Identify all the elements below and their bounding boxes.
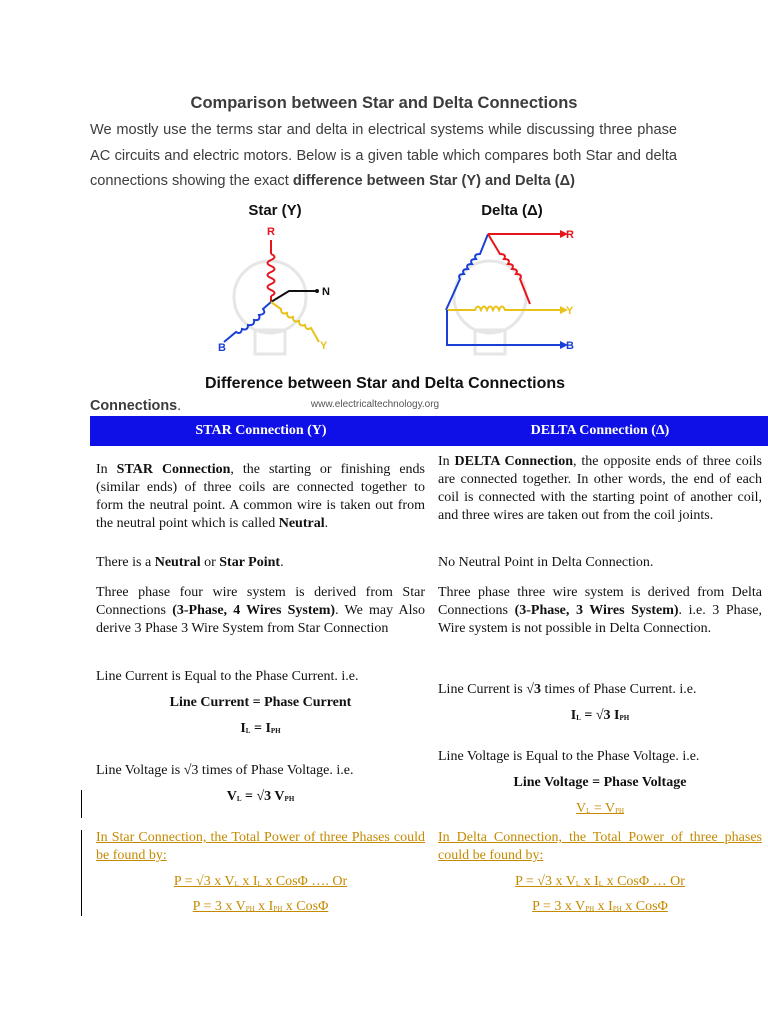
text: V (575, 801, 587, 816)
star-title: Star (Y) (248, 202, 302, 219)
text: Line Current is (438, 682, 527, 697)
star-current-formula (96, 720, 425, 739)
diagram-watermark: www.electricaltechnology.org (310, 399, 440, 410)
text: In (438, 454, 455, 469)
star-voltage-formula (96, 788, 425, 807)
star-delta-diagram (185, 192, 605, 414)
text: There is a (96, 555, 155, 570)
star-label-y: Y (320, 340, 328, 352)
text: times of Phase Current. i.e. (540, 682, 697, 697)
star-voltage-text: Line Voltage is √3 times of Phase Voltage. i.e. (96, 763, 354, 778)
text: Three phase four wire system is derived from Star Connections (96, 585, 425, 618)
delta-label-y: Y (566, 305, 574, 317)
subscript: PH (615, 807, 625, 815)
delta-definition (438, 453, 762, 525)
text: Three phase three wire system is derived from Delta Connections (438, 585, 762, 618)
subscript: PH (273, 905, 283, 913)
star-label-n: N (322, 286, 330, 298)
star-current-rule: Line Current = Phase Current (169, 695, 352, 710)
subscript: L (576, 714, 581, 722)
delta-voltage-rule: Line Voltage = Phase Voltage (513, 775, 687, 790)
text: . We may Also derive 3 Phase 3 Wire System from Star Connection (96, 603, 426, 636)
text-bold: (3-Phase, 4 Wires System) (172, 603, 336, 618)
subscript: L (598, 880, 604, 888)
text: I (570, 708, 577, 723)
change-bar (81, 830, 82, 916)
text: x I (238, 874, 258, 889)
delta-label-r: R (566, 229, 574, 241)
delta-voltage-text: Line Voltage is Equal to the Phase Voltage. i.e. (438, 749, 700, 764)
text: P = 3 x V (532, 899, 586, 914)
subscript: PH (612, 905, 622, 913)
text: . (280, 555, 284, 570)
star-power-formula-1 (96, 873, 425, 892)
subscript: PH (619, 714, 630, 722)
text-bold: Neutral (278, 516, 325, 531)
subscript: L (257, 880, 262, 888)
star-neutral-dot (315, 289, 319, 293)
intro-text: We mostly use the terms star and delta in electrical systems while discussing three phase AC circuits and electric motors. Below is a given table which compares both Star and delta connections showing the exact (90, 122, 677, 189)
text: V (226, 789, 237, 804)
header-delta: DELTA Connection (Δ) (530, 423, 670, 438)
change-bar (81, 790, 82, 818)
delta-voltage-formula (438, 800, 762, 819)
intro-tail-text: Connections (90, 398, 178, 414)
star-neutral-wire (271, 291, 317, 302)
text-bold: Neutral (154, 555, 201, 570)
star-neutral (96, 554, 425, 572)
text: In (96, 462, 117, 477)
text: = √3 V (241, 789, 285, 804)
text: = I (250, 721, 271, 736)
delta-yellow-coil (447, 307, 535, 311)
text: , the starting or finishing ends (similar ends) of three coils are connected together to form the neutral point. A common wire is taken out from the neutral point which is called (96, 462, 425, 531)
delta-blue-coil (446, 234, 488, 310)
bulb-watermark-left (234, 261, 306, 354)
delta-wire-system (438, 584, 762, 638)
text: . (324, 516, 329, 531)
delta-title: Delta (Δ) (481, 202, 543, 219)
subscript: L (586, 807, 591, 815)
text: x I (580, 874, 599, 889)
text: x CosΦ … Or (603, 874, 685, 889)
text: P = √3 x V (515, 874, 576, 889)
star-current-text: Line Current is Equal to the Phase Current. i.e. (96, 669, 359, 684)
delta-current-formula (438, 707, 762, 726)
delta-current-text (438, 681, 762, 699)
star-label-r: R (267, 226, 275, 238)
subscript: PH (245, 905, 255, 913)
delta-red-coil (488, 234, 530, 304)
text: P = √3 x V (173, 874, 235, 889)
subscript: L (575, 880, 581, 888)
text: x I (254, 899, 274, 914)
subscript: PH (270, 727, 281, 735)
text: . i.e. 3 Phase, Wire system is not possible in Delta Connection. (438, 603, 762, 636)
text-bold: DELTA Connection (454, 454, 573, 469)
star-power-formula-2 (96, 898, 425, 917)
star-blue-coil (224, 302, 271, 342)
text-bold: STAR Connection (116, 462, 231, 477)
text: or (200, 555, 220, 570)
star-label-b: B (218, 342, 226, 354)
header-star: STAR Connection (Y) (195, 423, 327, 438)
diagram-heading: Difference between Star and Delta Connections (204, 375, 566, 392)
text: x I (594, 899, 613, 914)
intro-bold: difference between Star (Y) and Delta (Δ) (292, 173, 575, 189)
delta-label-b: B (566, 340, 574, 352)
text: I (240, 721, 246, 736)
table-header (90, 416, 768, 446)
subscript: L (245, 727, 251, 735)
intro-tail: Connections. (90, 398, 182, 414)
delta-power-formula-2 (438, 898, 762, 917)
star-power-text: In Star Connection, the Total Power of three Phases could be found by: (96, 830, 425, 863)
star-definition (96, 461, 425, 533)
text: x CosΦ (621, 899, 668, 914)
star-yellow-coil (271, 302, 319, 342)
text-bold: (3-Phase, 3 Wires System) (514, 603, 679, 618)
subscript: L (234, 880, 239, 888)
text: , the opposite ends of three coils are connected together. In other words, the end of each coil is connected with the starting point of another coil, and three wires are taken out from the coil joints. (438, 454, 762, 523)
subscript: PH (585, 905, 595, 913)
text-bold: √3 (526, 682, 541, 697)
subscript: PH (284, 795, 295, 803)
text: x CosΦ (282, 899, 329, 914)
text: P = 3 x V (192, 899, 246, 914)
star-wire-system (96, 584, 425, 638)
text-bold: Star Point (219, 555, 281, 570)
text: = √3 I (580, 708, 620, 723)
delta-power-text: In Delta Connection, the Total Power of three phases could be found by: (438, 830, 762, 863)
page-title: Comparison between Star and Delta Connections (190, 94, 578, 112)
text: = V (590, 801, 616, 816)
subscript: L (236, 795, 242, 803)
text: x CosΦ …. Or (261, 874, 348, 889)
delta-power-formula-1 (438, 873, 762, 892)
delta-neutral: No Neutral Point in Delta Connection. (438, 555, 654, 570)
intro-paragraph (90, 118, 677, 195)
